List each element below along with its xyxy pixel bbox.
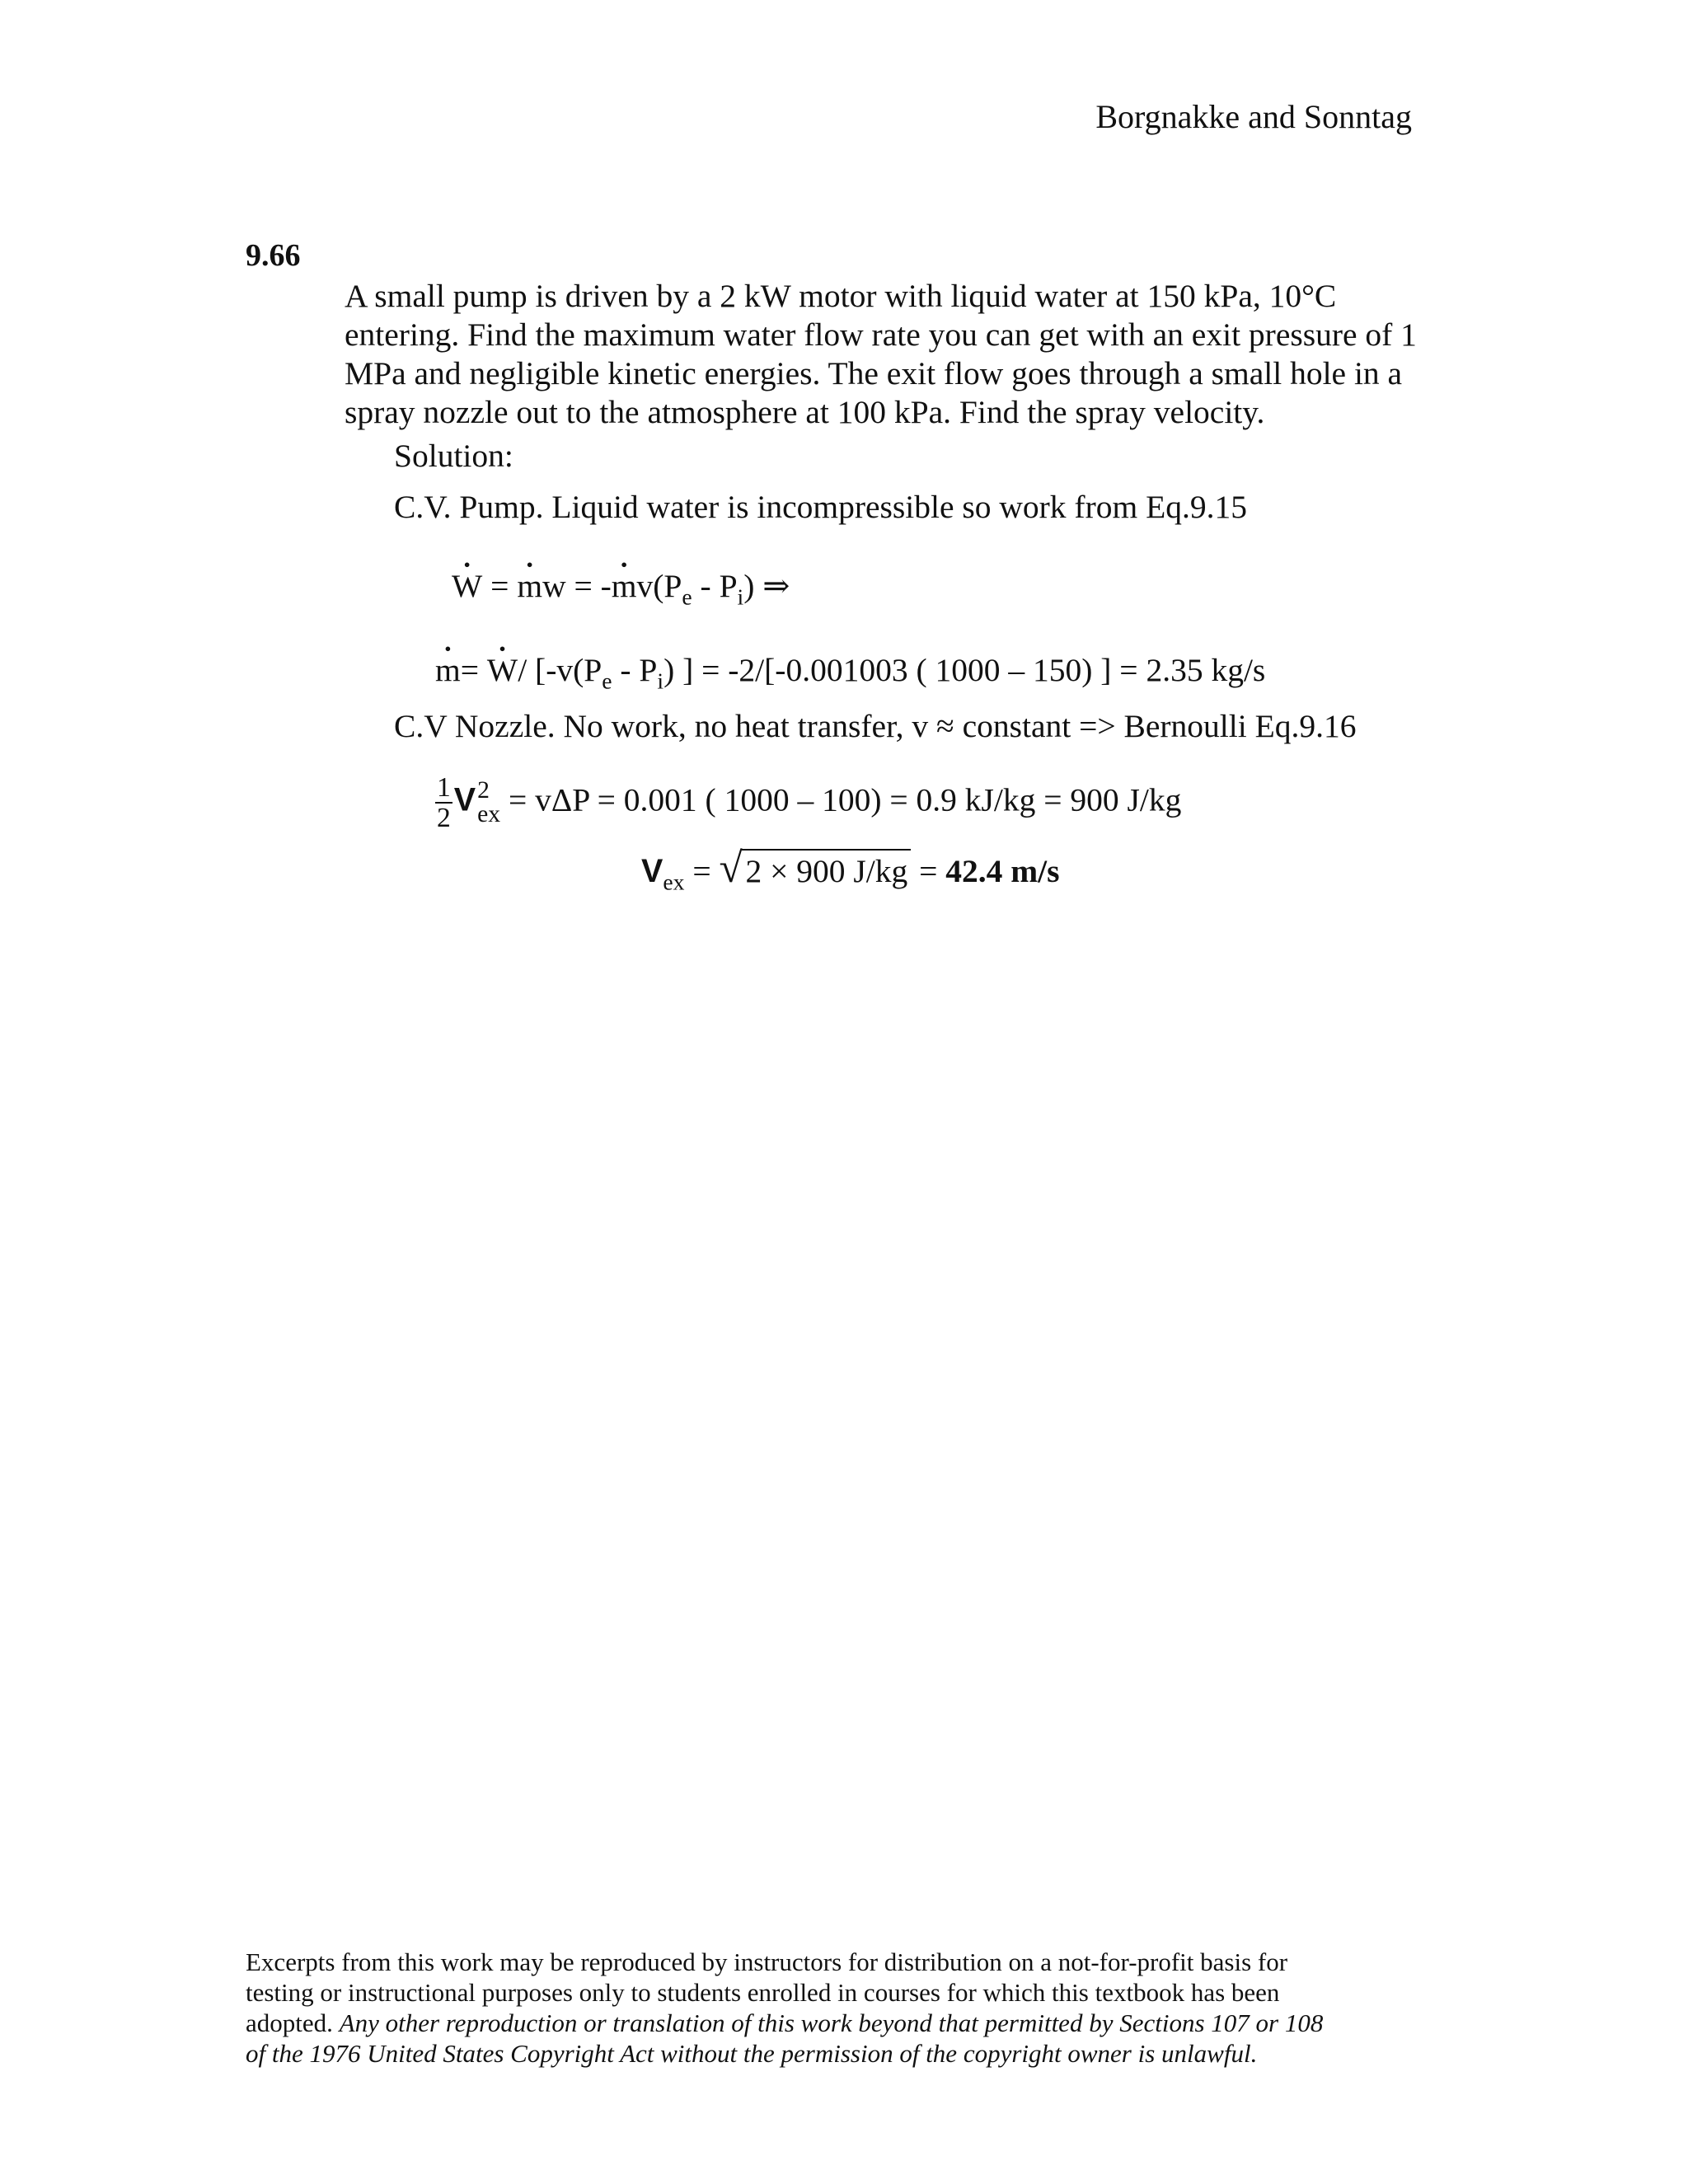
velocity-symbol: V (453, 781, 476, 818)
eq-part: w = (542, 568, 601, 604)
cv-nozzle-text: C.V Nozzle. No work, no heat transfer, v ≈ constant => Bernoulli Eq.9.16 (394, 708, 1357, 744)
root-symbol: √ (719, 845, 743, 892)
eq-part: = (482, 568, 518, 604)
sup-sub: 2 ex (477, 776, 501, 828)
eq-part: = (911, 853, 946, 889)
eq-part: / [-v(P (518, 652, 603, 688)
problem-line: A small pump is driven by a 2 kW motor with liquid water at 150 kPa, 10°C (345, 278, 1337, 314)
problem-number: 9.66 (246, 238, 301, 273)
copyright-footer (246, 1947, 1449, 2069)
m-dot: • m (435, 651, 461, 689)
footer-line: testing or instructional purposes only to students enrolled in courses for which this textbook has been (246, 1978, 1280, 2007)
footer-line: of the 1976 United States Copyright Act without the permission of the copyright owner is unlawful. (246, 2039, 1258, 2068)
spray-velocity-equation (641, 845, 1060, 895)
eq-part: - P (692, 568, 738, 604)
footer-line: Excerpts from this work may be reproduced by instructors for distribution on a not-for-profit basis for (246, 1947, 1288, 1976)
w-dot: • W (487, 651, 518, 689)
subscript: e (682, 583, 692, 610)
fraction-one-half: $\frac{1}{2}$ (437, 772, 451, 834)
bernoulli-equation (435, 773, 1181, 833)
subscript: i (737, 583, 744, 610)
problem-line: spray nozzle out to the atmosphere at 100 kPa. Find the spray velocity. (345, 394, 1265, 430)
eq-part: = (684, 853, 720, 889)
problem-line: entering. Find the maximum water flow rate you can get with an exit pressure of 1 (345, 316, 1417, 353)
eq-part: - P (612, 652, 658, 688)
eq-part: = vΔP = 0.001 ( 1000 – 100) = 0.9 kJ/kg = 900 J/kg (500, 781, 1182, 818)
eq-part: v(P (636, 568, 682, 604)
eq-part: ) ] = -2/[-0.001003 ( 1000 – 150) ] = 2.35 kg/s (663, 652, 1266, 688)
eq-part: = (460, 652, 487, 688)
subscript: ex (663, 869, 685, 895)
problem-statement (345, 277, 1432, 432)
m-dot: • m (612, 567, 637, 605)
page-header-authors: Borgnakke and Sonntag (1095, 98, 1412, 135)
mass-flow-equation (435, 651, 1266, 694)
cv-pump-text: C.V. Pump. Liquid water is incompressible so work from Eq.9.15 (394, 489, 1247, 525)
radicand: 2 × 900 J/kg (742, 849, 911, 890)
square-root (719, 845, 911, 892)
subscript: e (602, 668, 612, 694)
m-dot: • m (517, 567, 542, 605)
subscript: i (657, 668, 664, 694)
pump-work-equation (452, 567, 790, 610)
result-value: 42.4 m/s (945, 853, 1060, 889)
eq-part: - (600, 568, 612, 604)
velocity-symbol: V (641, 853, 663, 889)
eq-part: ) ⇒ (743, 568, 790, 604)
problem-line: MPa and negligible kinetic energies. The exit flow goes through a small hole in a (345, 355, 1403, 391)
footer-line: adopted. Any other reproduction or translation of this work beyond that permitted by Sections 107 or 108 (246, 2008, 1324, 2037)
solution-label: Solution: (394, 438, 513, 474)
w-dot: • W (452, 567, 482, 605)
